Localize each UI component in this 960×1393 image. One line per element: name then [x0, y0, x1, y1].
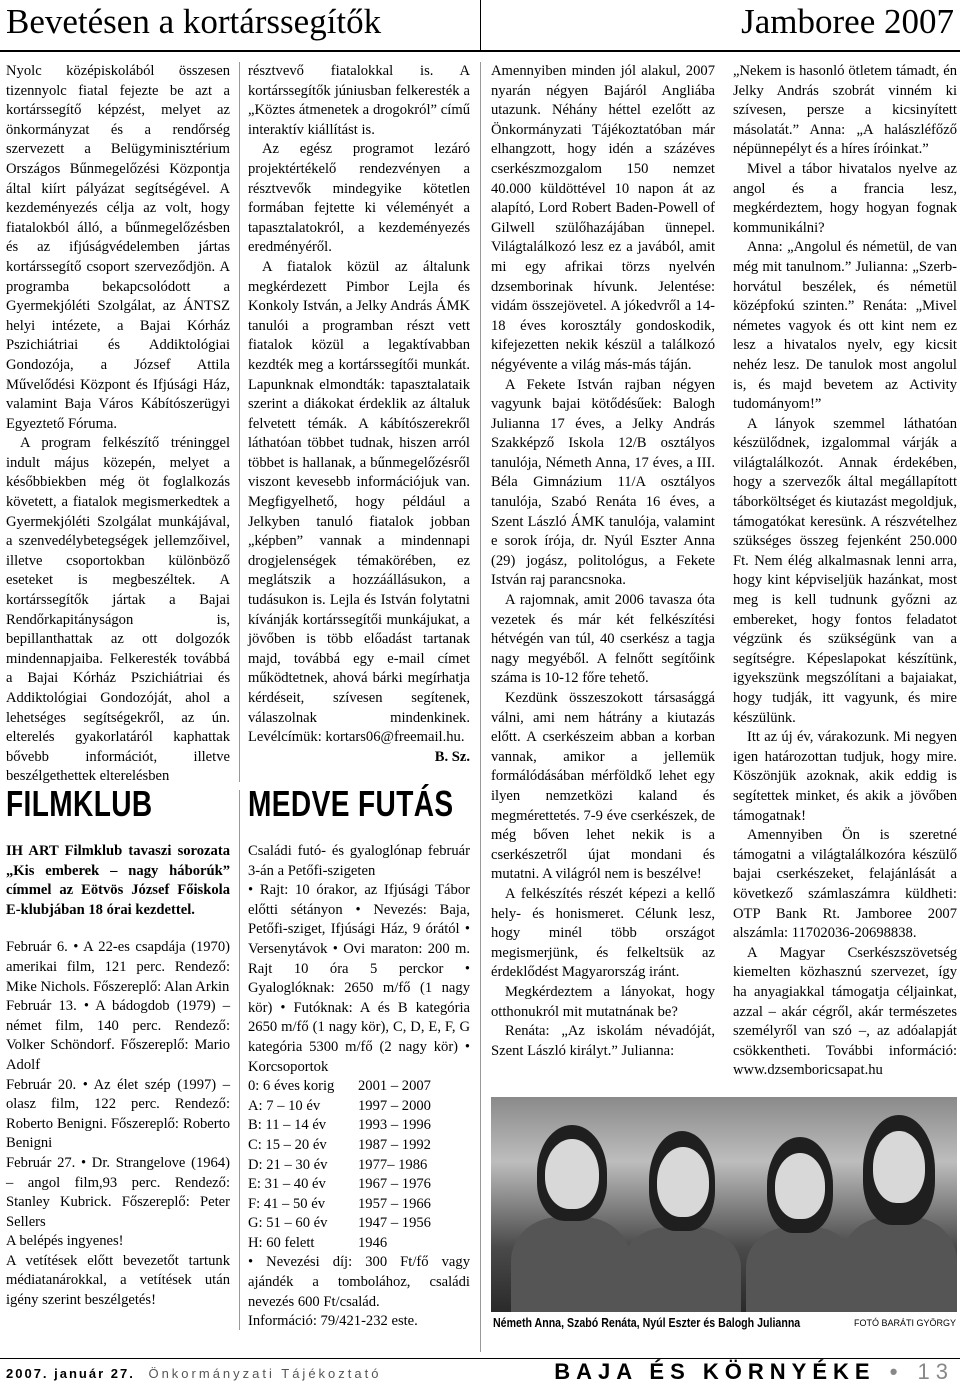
- age-group-row: [248, 1175, 470, 1195]
- paragraph: Az egész programot lezáró projektértékelő rendezvényen a résztvevők mindegyike kötetlen formában fejtette ki véleményét a tapasztalatokról, a kezdeményezés eredményéről.: [248, 141, 470, 256]
- age-group-row: [248, 1077, 470, 1097]
- age-group-row: [248, 1234, 470, 1254]
- author-signature: B. Sz.: [434, 748, 470, 765]
- age-group: H: 60 felett: [248, 1234, 315, 1251]
- filmklub-box: [6, 842, 230, 1311]
- paragraph: Mivel a tábor hivatalos nyelve az angol és a francia lesz, megkérdeztem, hogy hogyan fognak kommunikálni?: [733, 160, 957, 236]
- paragraph: [248, 258, 470, 765]
- age-group-row: [248, 1116, 470, 1136]
- paragraph: A lányok szemmel láthatóan készülődnek, izgalommal várják a világtalálkozót. Annak érdekében, hogy a szervezők által megállapított táborköltséget és kiutazást megoldjuk, támogatókat keresünk. A részvételhez szükséges összeg fejenként 250.000 Ft. Nem élég alkalmasnak lenni arra, hogy kint képviseljük hazánkat, most meg is kell tudnunk győzni az embereket, hogy fontos feladatot végzünk és szükségünk van a segítségre. Képeslapokat készítünk, igyekszünk megszólítani a bajaiakat, hogy tudják, itt vagyunk, és mire készülünk.: [733, 415, 957, 726]
- paragraph: A rajomnak, amit 2006 tavasza óta vezetek és már két felkészítési hétvégén van túl, 40 cserkész a tagja nagy megyéből. A felnőtt segítőink száma is 10-12 főre tehető.: [491, 592, 715, 687]
- filmklub-free-entry: A belépés ingyenes!: [6, 1233, 124, 1250]
- paragraph: Megkérdeztem a lányokat, hogy otthonukról mit mutatnának be?: [491, 983, 715, 1020]
- birth-years: 1957 – 1966: [358, 1195, 431, 1212]
- person-figure: [511, 1217, 631, 1312]
- birth-years: 1977– 1986: [358, 1156, 428, 1173]
- film-entry: Február 13. • A bádogdob (1979) – német film, 140 perc. Rendező: Volker Schöndorf. Főszereplő: Mario Adolf: [6, 998, 230, 1073]
- age-group: G: 51 – 60 év: [248, 1215, 328, 1232]
- age-group-row: [248, 1195, 470, 1215]
- issue-date: 2007. január 27.: [6, 1366, 135, 1381]
- filmklub-outro: A vetítések előtt bevezetőt tartunk médiatanárokkal, a vetítések után igény szerint beszélgetés!: [6, 1252, 230, 1309]
- footer-right: [554, 1359, 954, 1385]
- scouts-photo: [491, 1097, 957, 1312]
- header-divider: [480, 0, 481, 50]
- birth-years: 1947 – 1956: [358, 1215, 431, 1232]
- paragraph: Amennyiben minden jól alakul, 2007 nyarán négyen Bajáról Angliába utazunk. Néhány héttel ezelőtt az Önkormányzati Tájékoztatóban már elhangzott, hogy idén a százéves cserkészmozgalom 150 nemzet 40.000 küldöttével 10 napon át az alapító, Lord Robert Baden-Powell of Gilwell szülőhazájában ünnepel. Világtalálkozó lesz ez a javából, amit mi egy afrikai törzs nyelvén dzsemborinak hívunk. Jelentése: vidám összejövetel. A jókedvről a 14-18 éves korosztály gondoskodik, kifejezetten nekik készül a találkozó négyévente a világ más-más táján.: [491, 63, 715, 373]
- birth-years: 1967 – 1976: [358, 1176, 431, 1193]
- birth-years: 1987 – 1992: [358, 1136, 431, 1153]
- birth-years: 1946: [358, 1234, 388, 1251]
- film-entry: Február 20. • Az élet szép (1997) – olasz film, 122 perc. Rendező: Roberto Benigni. Főszereplő: Roberto Benigni: [6, 1076, 230, 1152]
- paragraph: Kezdünk összeszokott társasággá válni, ami nem hátrány a kiutazás előtt. A cserkészeim abban a korban vannak, amikor a jellemük formálódásában mérföldkő lehet egy ilyen nemzetközi kaland és megmérettetés. 7-9 éve cserkészek, de még bőven lehet nekik is a cserkészetről újat mondani és mutatni. A világról nem is beszélve!: [491, 690, 715, 883]
- film-entry: Február 6. • A 22-es csapdája (1970) amerikai film, 121 perc. Rendező: Mike Nichols. Főszereplő: Alan Arkin: [6, 939, 230, 995]
- person-figure: [746, 1227, 856, 1312]
- page-number: 13: [917, 1359, 954, 1384]
- age-group: A: 7 – 10 év: [248, 1097, 321, 1114]
- age-group: B: 11 – 14 év: [248, 1117, 327, 1134]
- paragraph: Itt az új év, várakozunk. Mi negyen igen határozottan tudjuk, hogy mire. Köszönjük azoknak, akik eddig is segítettek minket, és akik a jövőben támogatnak!: [733, 729, 957, 824]
- birth-years: 1993 – 1996: [358, 1117, 431, 1134]
- paragraph: A felkészítés részét képezi a kellő hely- és honismeret. Célunk lesz, hogy minél több országot megismerjünk, és felkeltsük az érdeklődést Magyarország iránt.: [491, 885, 715, 981]
- person-figure: [621, 1227, 741, 1312]
- person-figure: [545, 1139, 599, 1209]
- birth-years: 2001 – 2007: [358, 1078, 431, 1095]
- paragraph: résztvevő fiatalokkal is. A kortárssegítők júniusban felkeresték a „Köztes átmenetek a drogokról” című interaktív kiállítást is.: [248, 63, 470, 138]
- bullet-separator: •: [889, 1359, 904, 1384]
- person-figure: [873, 1131, 925, 1203]
- paragraph: „Nekem is hasonló ötletem támadt, én Jelky András szobrát vinném ki szívesen, persze a kicsinyített másolatát.” Anna: „A halászléfőző népünnepélyt és a híres íróinkat.”: [733, 63, 957, 158]
- paragraph: Renáta: „Az iskolám névadóját, Szent László királyt.” Julianna:: [491, 1023, 715, 1059]
- column-divider: [480, 62, 481, 1352]
- paragraph: A Magyar Cserkészszövetség kiemelten közhasznú szervezet, így ha anyagiakkal támogatja céljainkat, azzal – akár cégről, akár természetes személyről van szó –, az adóalapját csökkentheti. További információ: www.dzsemboricsapat.hu: [733, 944, 957, 1079]
- medve-details: • Rajt: 10 órakor, az Ifjúsági Tábor előtti sétányon • Nevezés: Baja, Petőfi-sziget, Ifjúsági Ház, 9 órától • Versenytávok • Ovi maraton: 200 m. Rajt 10 óra 5 perckor • Gyaloglóknak: 2650 m/fő (1 nagy kör) • Futóknak: A és B kategória 2650 m/fő (1 nagy kör), C, D, E, F, G kategória 5300 m/fő (2 nagy kör) • Korcsoportok: [248, 882, 470, 1075]
- article-jamboree-col3: [491, 62, 715, 1061]
- article-kortarssegitok-col1: [6, 62, 230, 787]
- age-group: D: 21 – 30 év: [248, 1156, 328, 1173]
- paragraph: A program felkészítő tréninggel indult május közepén, melyet a későbbiekben még öt foglalkozás követett, a fiatalok megismerkedtek a Gyermekjóléti Szolgálat munkájával, a szenvedélybetegségek jellemzőivel, illetve csoportokban különböző eseteket is megbeszéltek. A kortárssegítők jártak a Bajai Rendőrkapitányságon is, bepillanthattak az ott dolgozók mindennapjaiba. Felkeresték továbbá a Bajai Kórház Pszichiátriai és Addiktológiai Gondozóját, ahol a lehetséges segítségekről, az ún. elterelés gyakorlatáról kaphattak bővebb információt, illetve beszélgethettek elterelésben: [6, 435, 230, 785]
- film-entry: Február 27. • Dr. Strangelove (1964) – angol film,93 perc. Rendező: Stanley Kubrick. Főszereplő: Peter Sellers: [6, 1154, 230, 1230]
- person-figure: [775, 1153, 825, 1219]
- paragraph: Nyolc középiskolából összesen tizennyolc fiatal fejezte be azt a kortárssegítő képzést, melyet az önkormányzat és a rendőrség szervezett a Belügyminisztérium Országos Bűnmegelőzési Központja által kiírt pályázat segítségével. A kezdeményezés célja az volt, hogy fiatalokból álló, a bűnmegelőzésben és az ifjúságvédelemben jártas kortárssegítő csoport szerveződjön. A programba bekapcsolódott a Gyermekjóléti Szolgálat, az ÁNTSZ helyi intézete, a Bajai Kórház Pszichiátriai és Addiktológiai Gondozója, a József Attila Művelődési Központ és Ifjúsági Ház, valamint Baja Város Kábítószerügyi Egyeztető Fóruma.: [6, 63, 230, 432]
- medve-intro: Családi futó- és gyaloglónap február 3-án a Petőfi-szigeten: [248, 843, 470, 879]
- age-group: C: 15 – 20 év: [248, 1136, 327, 1153]
- photo-caption: Németh Anna, Szabó Renáta, Nyúl Eszter és Balogh Julianna: [493, 1316, 801, 1330]
- footer-left: [6, 1366, 381, 1381]
- filmklub-title: FILMKLUB: [6, 783, 153, 824]
- age-group: E: 31 – 40 év: [248, 1176, 326, 1193]
- filmklub-intro: IH ART Filmklub tavaszi sorozata „Kis emberek – nagy háborúk” címmel az Eötvös József Főiskola E-klubjában 18 órai kezdettel.: [6, 843, 230, 918]
- headline-left: Bevetésen a kortárssegítők: [6, 2, 382, 41]
- age-group: 0: 6 éves korig: [248, 1078, 335, 1095]
- article-kortarssegitok-col2: [248, 62, 470, 767]
- person-figure: [657, 1147, 709, 1217]
- medve-info: Információ: 79/421-232 este.: [248, 1313, 418, 1330]
- section-name: BAJA ÉS KÖRNYÉKE: [554, 1359, 876, 1384]
- age-group-row: [248, 1097, 470, 1117]
- person-figure: [841, 1217, 957, 1312]
- column-divider: [239, 790, 240, 1330]
- photo-credit: FOTÓ BARÁTI GYÖRGY: [853, 1318, 956, 1328]
- headline-right: Jamboree 2007: [741, 2, 954, 41]
- article-jamboree-col4: [733, 62, 957, 1081]
- paragraph: Amennyiben Ön is szeretné támogatni a világtalálkozóra készülő bajai cserkészeket, felajánlását a következő számlaszámra küldheti: OTP Bank Rt. Jamboree 2007 alszámla: 11702036-20698838.: [733, 827, 957, 942]
- publication-name: Önkormányzati Tájékoztató: [148, 1366, 382, 1381]
- age-group-row: [248, 1214, 470, 1234]
- birth-years: 1997 – 2000: [358, 1097, 431, 1114]
- paragraph: A Fekete István rajban négyen vagyunk bajai kötődésűek: Balogh Julianna 17 éves, a Jelky András Szakképző Iskola 12/B osztályos tanulója, Németh Anna, 17 éves, a III. Béla Gimnázium 11/A osztályos tanulója, Szabó Renáta 16 éves, a Szent László ÁMK tanulója, valamint e sorok írója, dr. Nyúl Eszter Anna (29) jogász, politológus, a Fekete István raj parancsnoka.: [491, 376, 715, 589]
- age-group-row: [248, 1156, 470, 1176]
- paragraph-text: A fiatalok közül az általunk megkérdezett Pimbor Lejla és Konkoly István, a Jelky András ÁMK tanulói a programban részt vett fiatalok közül a legaktívabban kezdték meg a kortárssegítői munkát. Lapunknak elmondták: tapasztalataik szerint a diákokat érdeklik az általuk felvetett témák. A kábítószerekről láthatóan többet tudnak, hiszen arról többet is hallanak, a bűnmegelőzésről viszont kevesebb információjuk van. Megfigyelhető, hogy például a Jelkyben tanuló fiatalok jobban „képben” vannak a mindennapi drogjelenségek témakörében, ez meglátszik a hozzáállásukon, a tudásukon is. Lejla és István folytatni kívánják kortárssegítői munkájukat, a jövőben is több előadást tartanak majd, továbbá egy e-mail címet működtetnek, ahová bárki megírhatja kérdéseit, szívesen segítenek, válaszolnak mindenkinek. Levélcímük: kortars06@freemail.hu.: [248, 258, 470, 746]
- age-group: F: 41 – 50 év: [248, 1195, 326, 1212]
- age-group-row: [248, 1136, 470, 1156]
- medve-futas-title: MEDVE FUTÁS: [248, 783, 454, 824]
- header-rule: [0, 50, 960, 52]
- medve-futas-box: [248, 842, 470, 1332]
- paragraph: Anna: „Angolul és németül, de van még mit tanulnom.” Julianna: „Szerb-horvátul beszélek, és németül középfokú szinten.” Renáta: „Mivel németes vagyok és ott kint nem ez lesz a hivatalos nyelv, egy kicsit nehéz lesz. De tanulok most angolul is, és majd bevetem az Activity tudományom!”: [733, 239, 957, 413]
- medve-fee: • Nevezési díj: 300 Ft/fő vagy ajándék a tombolához, családi nevezés 600 Ft/család.: [248, 1254, 470, 1310]
- column-divider: [239, 62, 240, 782]
